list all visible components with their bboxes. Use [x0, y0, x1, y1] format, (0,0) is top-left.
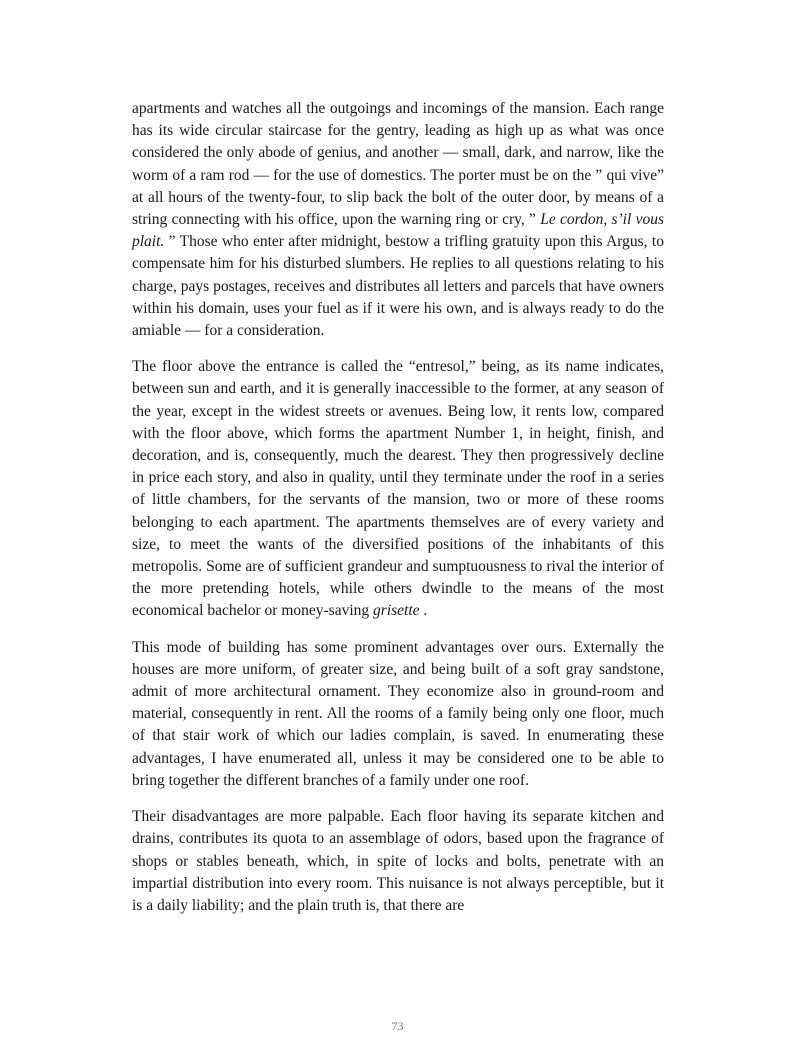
paragraph-disadvantages	[132, 806, 664, 917]
body-text	[132, 98, 664, 917]
paragraph-text: Their disadvantages are more palpable. Each floor having its separate kitchen and drains, contributes its quota to an assemblage of odors, based upon the fragrance of shops or stables beneath, which, in spite of locks and bolts, penetrate with an impartial distribution into every room. This nuisance is not always perceptible, but it is a daily liability; and the plain truth is, that there are	[132, 808, 664, 914]
italic-phrase: Le cordon, s’il vous plait.	[132, 211, 664, 251]
italic-phrase: grisette	[373, 602, 420, 620]
page-number: 73	[391, 1019, 404, 1033]
paragraph-text: ” Those who enter after midnight, bestow a trifling gratuity upon this Argus, to compensate him for his disturbed slumbers. He replies to all questions relating to his charge, pays postages, receives and distributes all letters and parcels that have owners within his domain, uses your fuel as if it were his own, and is always ready to do the amiable — for a consideration.	[132, 233, 664, 340]
paragraph-text: This mode of building has some prominent advantages over ours. Externally the houses are more uniform, of greater size, and being built of a soft gray sandstone, admit of more architectural ornament. They economize also in ground-room and material, consequently in rent. All the rooms of a family being only one floor, much of that stair work of which our ladies complain, is saved. In enumerating these advantages, I have enumerated all, unless it may be considered one to be able to bring together the different branches of a family under one roof.	[132, 638, 664, 789]
paragraph-text: The floor above the entrance is called the “entresol,” being, as its name indicates, between sun and earth, and it is generally inaccessible to the former, at any season of the year, except in the widest streets or avenues. Being low, it rents low, compared with the floor above, which forms the apartment Number 1, in height, finish, and decoration, and is, consequently, much the dearest. They then progressively decline in price each story, and also in quality, until they terminate under the roof in a series of little chambers, for the servants of the mansion, two or more of these rooms belonging to each apartment. The apartments themselves are of every variety and size, to meet the wants of the diversified positions of the inhabitants of this metropolis. Some are of sufficient grandeur and sumptuousness to rival the interior of the more pretending hotels, while others dwindle to the means of the most economical bachelor or money-saving	[132, 358, 664, 620]
paragraph-text: .	[419, 602, 428, 620]
paragraph-advantages	[132, 637, 664, 792]
paragraph-entresol	[132, 356, 664, 622]
paragraph-porter	[132, 98, 664, 342]
paragraph-text: apartments and watches all the outgoings and incomings of the mansion. Each range has its wide circular staircase for the gentry, leading as high up as what was once considered the only abode of genius, and another — small, dark, and narrow, like the worm of a ram rod — for the use of domestics. The porter must be on the ” qui vive” at all hours of the twenty-four, to slip back the bolt of the outer door, by means of a string connecting with his office, upon the warning ring or cry, ”	[132, 100, 664, 229]
